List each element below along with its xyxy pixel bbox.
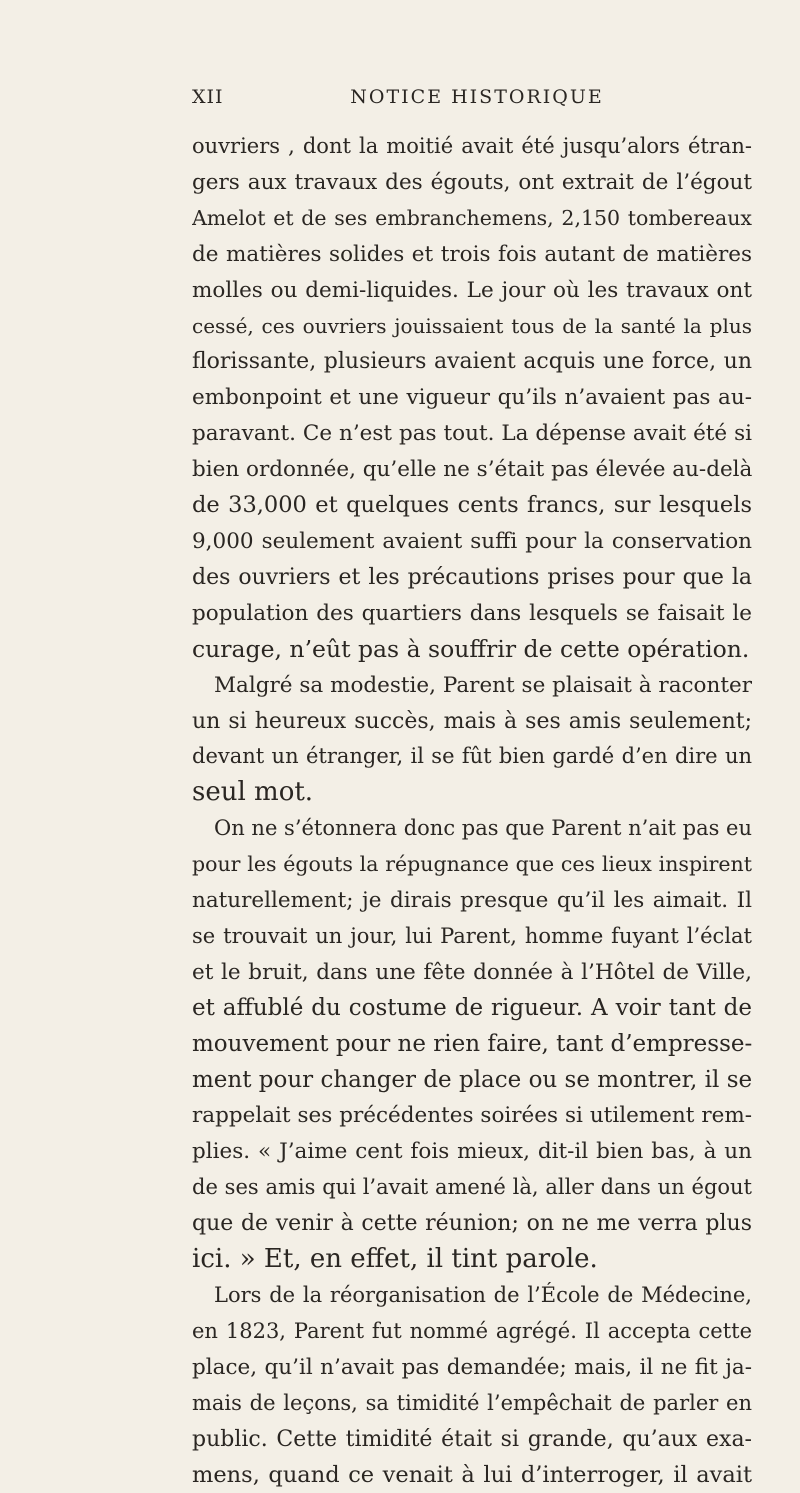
- text-line: mais de leçons, sa timidité l’empêchait de parler en: [192, 1390, 752, 1415]
- text-line: et le bruit, dans une fête donnée à l’Hôtel de Ville,: [192, 959, 752, 985]
- text-line: en 1823, Parent fut nommé agrégé. Il accepta cette: [192, 1318, 752, 1343]
- text-line: molles ou demi-liquides. Le jour où les travaux ont: [192, 277, 752, 303]
- text-line: que de venir à cette réunion; on ne me verra plus: [192, 1211, 752, 1237]
- text-line: mouvement pour ne rien faire, tant d’empresse-: [192, 1030, 752, 1057]
- text-line: de matières solides et trois fois autant de matières: [192, 241, 752, 267]
- page-header: [192, 86, 752, 116]
- text-line: florissante, plusieurs avaient acquis une force, un: [192, 349, 752, 375]
- text-line: mens, quand ce venait à lui d’interroger, il avait: [192, 1461, 752, 1488]
- text-line: naturellement; je dirais presque qu’il les aimait. Il: [192, 888, 752, 914]
- text-line: curage, n’eût pas à souffrir de cette opération.: [192, 634, 750, 663]
- text-line: se trouvait un jour, lui Parent, homme fuyant l’éclat: [192, 923, 752, 948]
- text-line: Malgré sa modestie, Parent se plaisait à raconter: [214, 672, 752, 698]
- text-line: rappelait ses précédentes soirées si utilement rem-: [192, 1103, 752, 1129]
- text-line: gers aux travaux des égouts, ont extrait de l’égout: [192, 169, 752, 195]
- text-line: devant un étranger, il se fût bien gardé d’en dire un: [192, 744, 752, 769]
- page-number: XII: [192, 86, 224, 108]
- text-line: paravant. Ce n’est pas tout. La dépense avait été si: [192, 421, 752, 447]
- text-line: Amelot et de ses embranchemens, 2,150 tombereaux: [192, 205, 752, 230]
- text-line: embonpoint et une vigueur qu’ils n’avaient pas au-: [192, 385, 752, 411]
- text-line: pour les égouts la répugnance que ces lieux inspirent: [192, 852, 752, 877]
- text-line: ouvriers , dont la moitié avait été jusqu’alors étran-: [192, 134, 752, 158]
- text-line: seul mot.: [192, 777, 314, 808]
- text-line: un si heureux succès, mais à ses amis seulement;: [192, 708, 752, 734]
- text-line: population des quartiers dans lesquels se faisait le: [192, 600, 752, 626]
- text-line: et affublé du costume de rigueur. A voir tant de: [192, 994, 752, 1021]
- text-line: cessé, ces ouvriers jouissaient tous de la santé la plus: [192, 313, 752, 338]
- text-line: On ne s’étonnera donc pas que Parent n’ait pas eu: [214, 816, 752, 841]
- text-line: Lors de la réorganisation de l’École de Médecine,: [214, 1283, 752, 1307]
- text-line: place, qu’il n’avait pas demandée; mais, il ne fit ja-: [192, 1354, 752, 1380]
- text-line: des ouvriers et les précautions prises pour que la: [192, 564, 752, 590]
- text-line: de 33,000 et quelques cents francs, sur lesquels: [192, 492, 752, 519]
- text-line: de ses amis qui l’avait amené là, aller dans un égout: [192, 1175, 752, 1200]
- text-line: ment pour changer de place ou se montrer, il se: [192, 1066, 752, 1093]
- running-title: NOTICE HISTORIQUE: [350, 86, 604, 108]
- text-line: plies. « J’aime cent fois mieux, dit-il bien bas, à un: [192, 1139, 752, 1165]
- text-line: ici. » Et, en effet, il tint parole.: [192, 1244, 598, 1275]
- text-line: bien ordonnée, qu’elle ne s’était pas élevée au-delà: [192, 457, 752, 483]
- body-text: [192, 129, 752, 1493]
- text-line: 9,000 seulement avaient suffi pour la conservation: [192, 528, 752, 554]
- text-line: public. Cette timidité était si grande, qu’aux exa-: [192, 1426, 752, 1452]
